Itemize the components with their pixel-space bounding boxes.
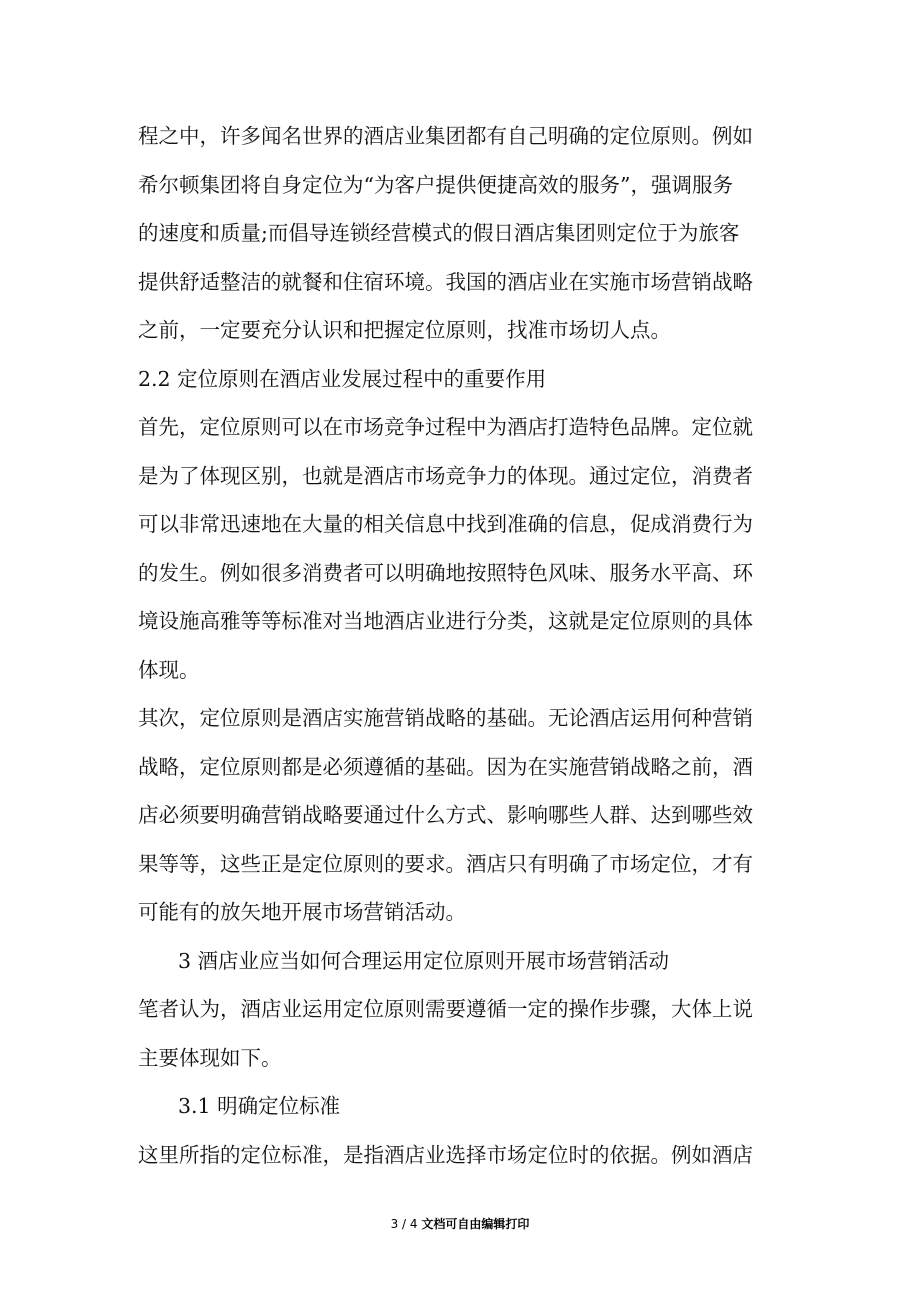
text-line: 可以非常迅速地在大量的相关信息中找到准确的信息，促成消费行为 (138, 512, 753, 536)
text-line: 体现。 (138, 657, 200, 682)
text-line: 其次，定位原则是酒店实施营销战略的基础。无论酒店运用何种营销 (138, 706, 753, 730)
text-line: 首先，定位原则可以在市场竞争过程中为酒店打造特色品牌。定位就 (138, 415, 753, 439)
text-line: 程之中，许多闻名世界的酒店业集团都有自己明确的定位原则。例如 (138, 124, 753, 148)
section-heading-2-2: 2.2 定位原则在酒店业发展过程中的重要作用 (138, 366, 547, 391)
paragraph-3-1 (138, 1135, 788, 1184)
text-line: 希尔顿集团将自身定位为“为客户提供便捷高效的服务”，强调服务 (138, 172, 733, 197)
text-line: 是为了体现区别，也就是酒店市场竞争力的体现。通过定位，消费者 (138, 463, 753, 488)
text-line: 笔者认为，酒店业运用定位原则需要遵循一定的操作步骤，大体上说 (138, 997, 753, 1021)
paragraph-2-2-first (138, 407, 788, 698)
section-heading-3: 3 酒店业应当如何合理运用定位原则开展市场营销活动 (178, 948, 670, 973)
text-line: 提供舒适整洁的就餐和住宿环境。我国的酒店业在实施市场营销战略 (138, 269, 753, 294)
text-line: 的发生。例如很多消费者可以明确地按照特色风味、服务水平高、环 (138, 560, 753, 585)
page-footer (0, 1215, 920, 1232)
text-line: 果等等，这些正是定位原则的要求。酒店只有明确了市场定位，才有 (138, 851, 753, 876)
text-line: 的速度和质量;而倡导连锁经营模式的假日酒店集团则定位于为旅客 (138, 221, 740, 245)
text-line: 店必须要明确营销战略要通过什么方式、影响哪些人群、达到哪些效 (138, 803, 753, 827)
paragraph-3 (138, 989, 788, 1086)
text-line: 可能有的放矢地开展市场营销活动。 (138, 900, 466, 924)
page-number: 3 / 4 (390, 1217, 418, 1231)
footer-note: 文档可自由编辑打印 (421, 1217, 530, 1231)
text-line: 境设施高雅等等标准对当地酒店业进行分类，这就是定位原则的具体 (138, 609, 753, 633)
document-body (138, 116, 788, 1183)
text-line: 之前，一定要充分认识和把握定位原则，找准市场切人点。 (138, 318, 671, 342)
text-line: 这里所指的定位标准，是指酒店业选择市场定位时的依据。例如酒店 (138, 1142, 753, 1167)
text-line: 主要体现如下。 (138, 1045, 282, 1070)
section-heading-3-1: 3.1 明确定位标准 (178, 1094, 341, 1118)
intro-paragraph (138, 116, 788, 359)
paragraph-2-2-second (138, 698, 788, 941)
text-line: 战略，定位原则都是必须遵循的基础。因为在实施营销战略之前，酒 (138, 754, 753, 779)
